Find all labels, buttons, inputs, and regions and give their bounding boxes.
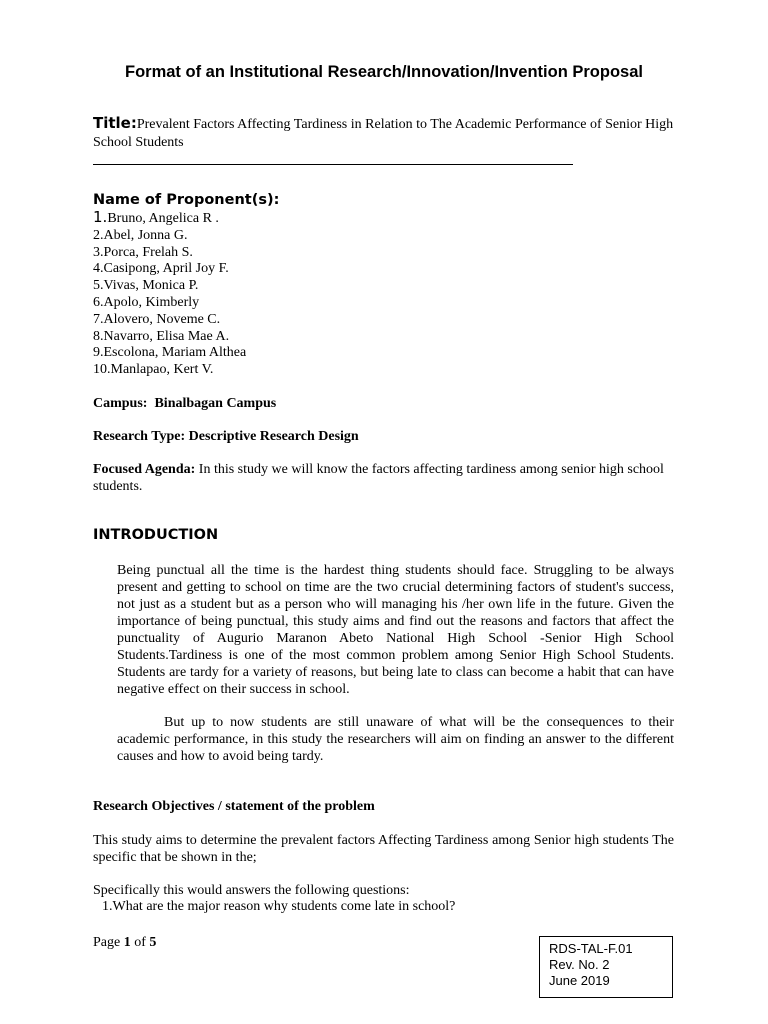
list-item-number: 5. bbox=[93, 278, 104, 294]
list-item bbox=[93, 261, 246, 278]
title-underline bbox=[93, 164, 573, 165]
objectives-lead-in: Specifically this would answers the following questions: bbox=[93, 883, 410, 898]
introduction-paragraph-2: But up to now students are still unaware of what will be the consequences to their academic performance, in this study the researchers will aim on finding an answer to the different causes and how to avoid being tardy. bbox=[117, 715, 674, 764]
list-item bbox=[93, 362, 246, 379]
list-item-name: Porca, Frelah S. bbox=[103, 244, 193, 260]
list-item-name: Abel, Jonna G. bbox=[103, 227, 188, 243]
list-item-number: 6. bbox=[93, 294, 104, 310]
list-item-name: Apolo, Kimberly bbox=[103, 294, 200, 310]
list-item-name: Navarro, Elisa Mae A. bbox=[103, 328, 230, 344]
list-item-number: 10. bbox=[93, 362, 111, 378]
list-item-name: Manlapao, Kert V. bbox=[110, 362, 214, 378]
research-type-line bbox=[93, 428, 675, 445]
list-item-number: 4. bbox=[93, 261, 104, 277]
list-item bbox=[93, 329, 246, 346]
doc-code: RDS-TAL-F.01 bbox=[549, 941, 633, 956]
list-item bbox=[93, 228, 246, 245]
list-item bbox=[93, 209, 246, 228]
list-item bbox=[93, 245, 246, 262]
revision-date: June 2019 bbox=[549, 973, 610, 988]
focused-agenda-line bbox=[93, 461, 675, 495]
research-type-label: Research Type: bbox=[93, 429, 186, 444]
objectives-paragraph: This study aims to determine the prevalent factors Affecting Tardiness among Senior high students The specific that be shown in the; bbox=[93, 833, 674, 865]
document-code-box bbox=[539, 936, 673, 998]
revision-number: Rev. No. 2 bbox=[549, 957, 610, 972]
list-item-number: 3. bbox=[93, 244, 104, 260]
page-prefix: Page bbox=[93, 935, 121, 950]
introduction-heading: INTRODUCTION bbox=[93, 527, 219, 543]
proponent-list bbox=[93, 209, 246, 379]
proponents-heading: Name of Proponent(s): bbox=[93, 192, 280, 208]
introduction-paragraph-1: Being punctual all the time is the hardest thing students should face. Struggling to be always present and getting to school on time are the two crucial determining factors of student's success, not just as a student but as a person who will managing his /her own life in the future. Given the importance of being punctual, this study aims and find out the reasons and factors that affect the punctuality of Augurio Maranon Abeto National High School -Senior High School Students.Tardiness is one of the most common problem among Senior High School Students. Students are tardy for a variety of reasons, but being late to class can become a habit that can have negative effect on their success in school. bbox=[117, 563, 674, 697]
page-current: 1 bbox=[123, 935, 131, 950]
list-item bbox=[93, 345, 246, 362]
title-block bbox=[93, 114, 675, 152]
list-item bbox=[93, 278, 246, 295]
list-item-number: 2. bbox=[93, 227, 104, 243]
list-item-name: Casipong, April Joy F. bbox=[103, 261, 229, 277]
page-total: 5 bbox=[149, 935, 157, 950]
list-item-name: Bruno, Angelica R . bbox=[107, 211, 219, 226]
title-text: Prevalent Factors Affecting Tardiness in Relation to The Academic Performance of Senior High School Students bbox=[93, 117, 674, 150]
campus-label: Campus: bbox=[93, 396, 148, 411]
list-item-name: Alovero, Noveme C. bbox=[103, 311, 221, 327]
list-item-number: 7. bbox=[93, 311, 104, 327]
focused-agenda-label: Focused Agenda: bbox=[93, 462, 196, 477]
page-of: of bbox=[134, 935, 146, 950]
page-number bbox=[93, 935, 156, 951]
list-item-number: 8. bbox=[93, 328, 104, 344]
research-type-value: Descriptive Research Design bbox=[188, 429, 359, 444]
list-item-number: 9. bbox=[93, 345, 104, 361]
list-item bbox=[93, 312, 246, 329]
objectives-heading: Research Objectives / statement of the problem bbox=[93, 799, 375, 814]
campus-value: Binalbagan Campus bbox=[154, 396, 277, 411]
focused-agenda-value: In this study we will know the factors affecting tardiness among senior high school students. bbox=[93, 462, 664, 494]
question-1: 1.What are the major reason why students come late in school? bbox=[102, 899, 456, 914]
document-header: Format of an Institutional Research/Innovation/Invention Proposal bbox=[125, 63, 643, 81]
list-item-number: 1. bbox=[93, 208, 108, 226]
list-item-name: Vivas, Monica P. bbox=[103, 278, 199, 294]
list-item bbox=[93, 295, 246, 312]
campus-line bbox=[93, 395, 675, 412]
list-item-name: Escolona, Mariam Althea bbox=[103, 345, 247, 361]
title-label: Title: bbox=[93, 114, 137, 132]
